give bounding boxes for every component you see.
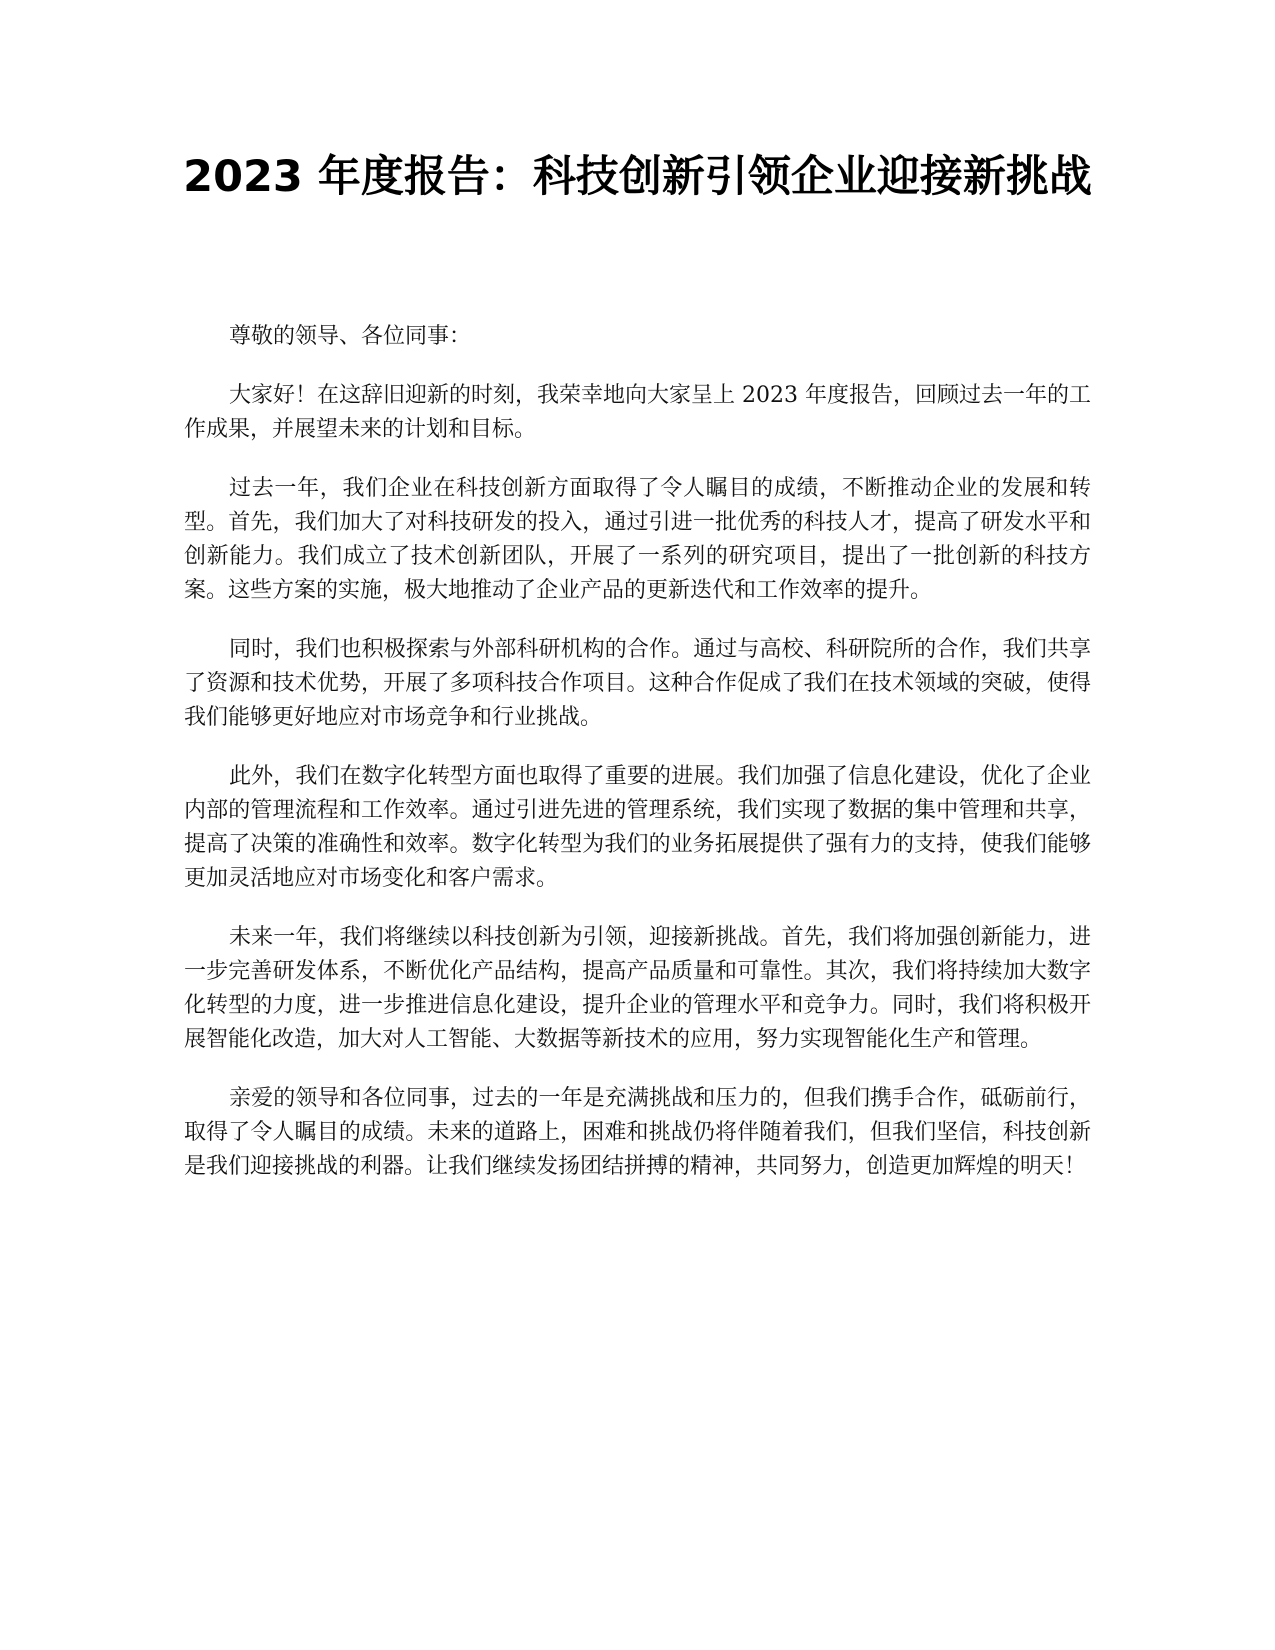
paragraph-greeting: 大家好！在这辞旧迎新的时刻，我荣幸地向大家呈上 2023 年度报告，回顾过去一年的工作成果，并展望未来的计划和目标。 xyxy=(184,383,1091,442)
paragraph-innovation: 过去一年，我们企业在科技创新方面取得了令人瞩目的成绩，不断推动企业的发展和转型。首先，我们加大了对科技研发的投入，通过引进一批优秀的科技人才，提高了研发水平和创新能力。我们成立了技术创新团队，开展了一系列的研究项目，提出了一批创新的科技方案。这些方案的实施，极大地推动了企业产品的更新迭代和工作效率的提升。 xyxy=(184,476,1091,603)
paragraph-digital-transformation: 此外，我们在数字化转型方面也取得了重要的进展。我们加强了信息化建设，优化了企业内部的管理流程和工作效率。通过引进先进的管理系统，我们实现了数据的集中管理和共享，提高了决策的准确性和效率。数字化转型为我们的业务拓展提供了强有力的支持，使我们能够更加灵活地应对市场变化和客户需求。 xyxy=(184,764,1091,891)
document-body xyxy=(184,320,1091,1209)
salutation: 尊敬的领导、各位同事： xyxy=(229,324,472,349)
paragraph-closing: 亲爱的领导和各位同事，过去的一年是充满挑战和压力的，但我们携手合作，砥砺前行，取得了令人瞩目的成绩。未来的道路上，困难和挑战仍将伴随着我们，但我们坚信，科技创新是我们迎接挑战的利器。让我们继续发扬团结拼搏的精神，共同努力，创造更加辉煌的明天！ xyxy=(184,1086,1091,1179)
paragraph-cooperation: 同时，我们也积极探索与外部科研机构的合作。通过与高校、科研院所的合作，我们共享了资源和技术优势，开展了多项科技合作项目。这种合作促成了我们在技术领域的突破，使得我们能够更好地应对市场竞争和行业挑战。 xyxy=(184,637,1091,730)
paragraph-future-plan: 未来一年，我们将继续以科技创新为引领，迎接新挑战。首先，我们将加强创新能力，进一步完善研发体系，不断优化产品结构，提高产品质量和可靠性。其次，我们将持续加大数字化转型的力度，进一步推进信息化建设，提升企业的管理水平和竞争力。同时，我们将积极开展智能化改造，加大对人工智能、大数据等新技术的应用，努力实现智能化生产和管理。 xyxy=(184,925,1091,1052)
document-title: 2023 年度报告：科技创新引领企业迎接新挑战 xyxy=(183,152,1092,202)
